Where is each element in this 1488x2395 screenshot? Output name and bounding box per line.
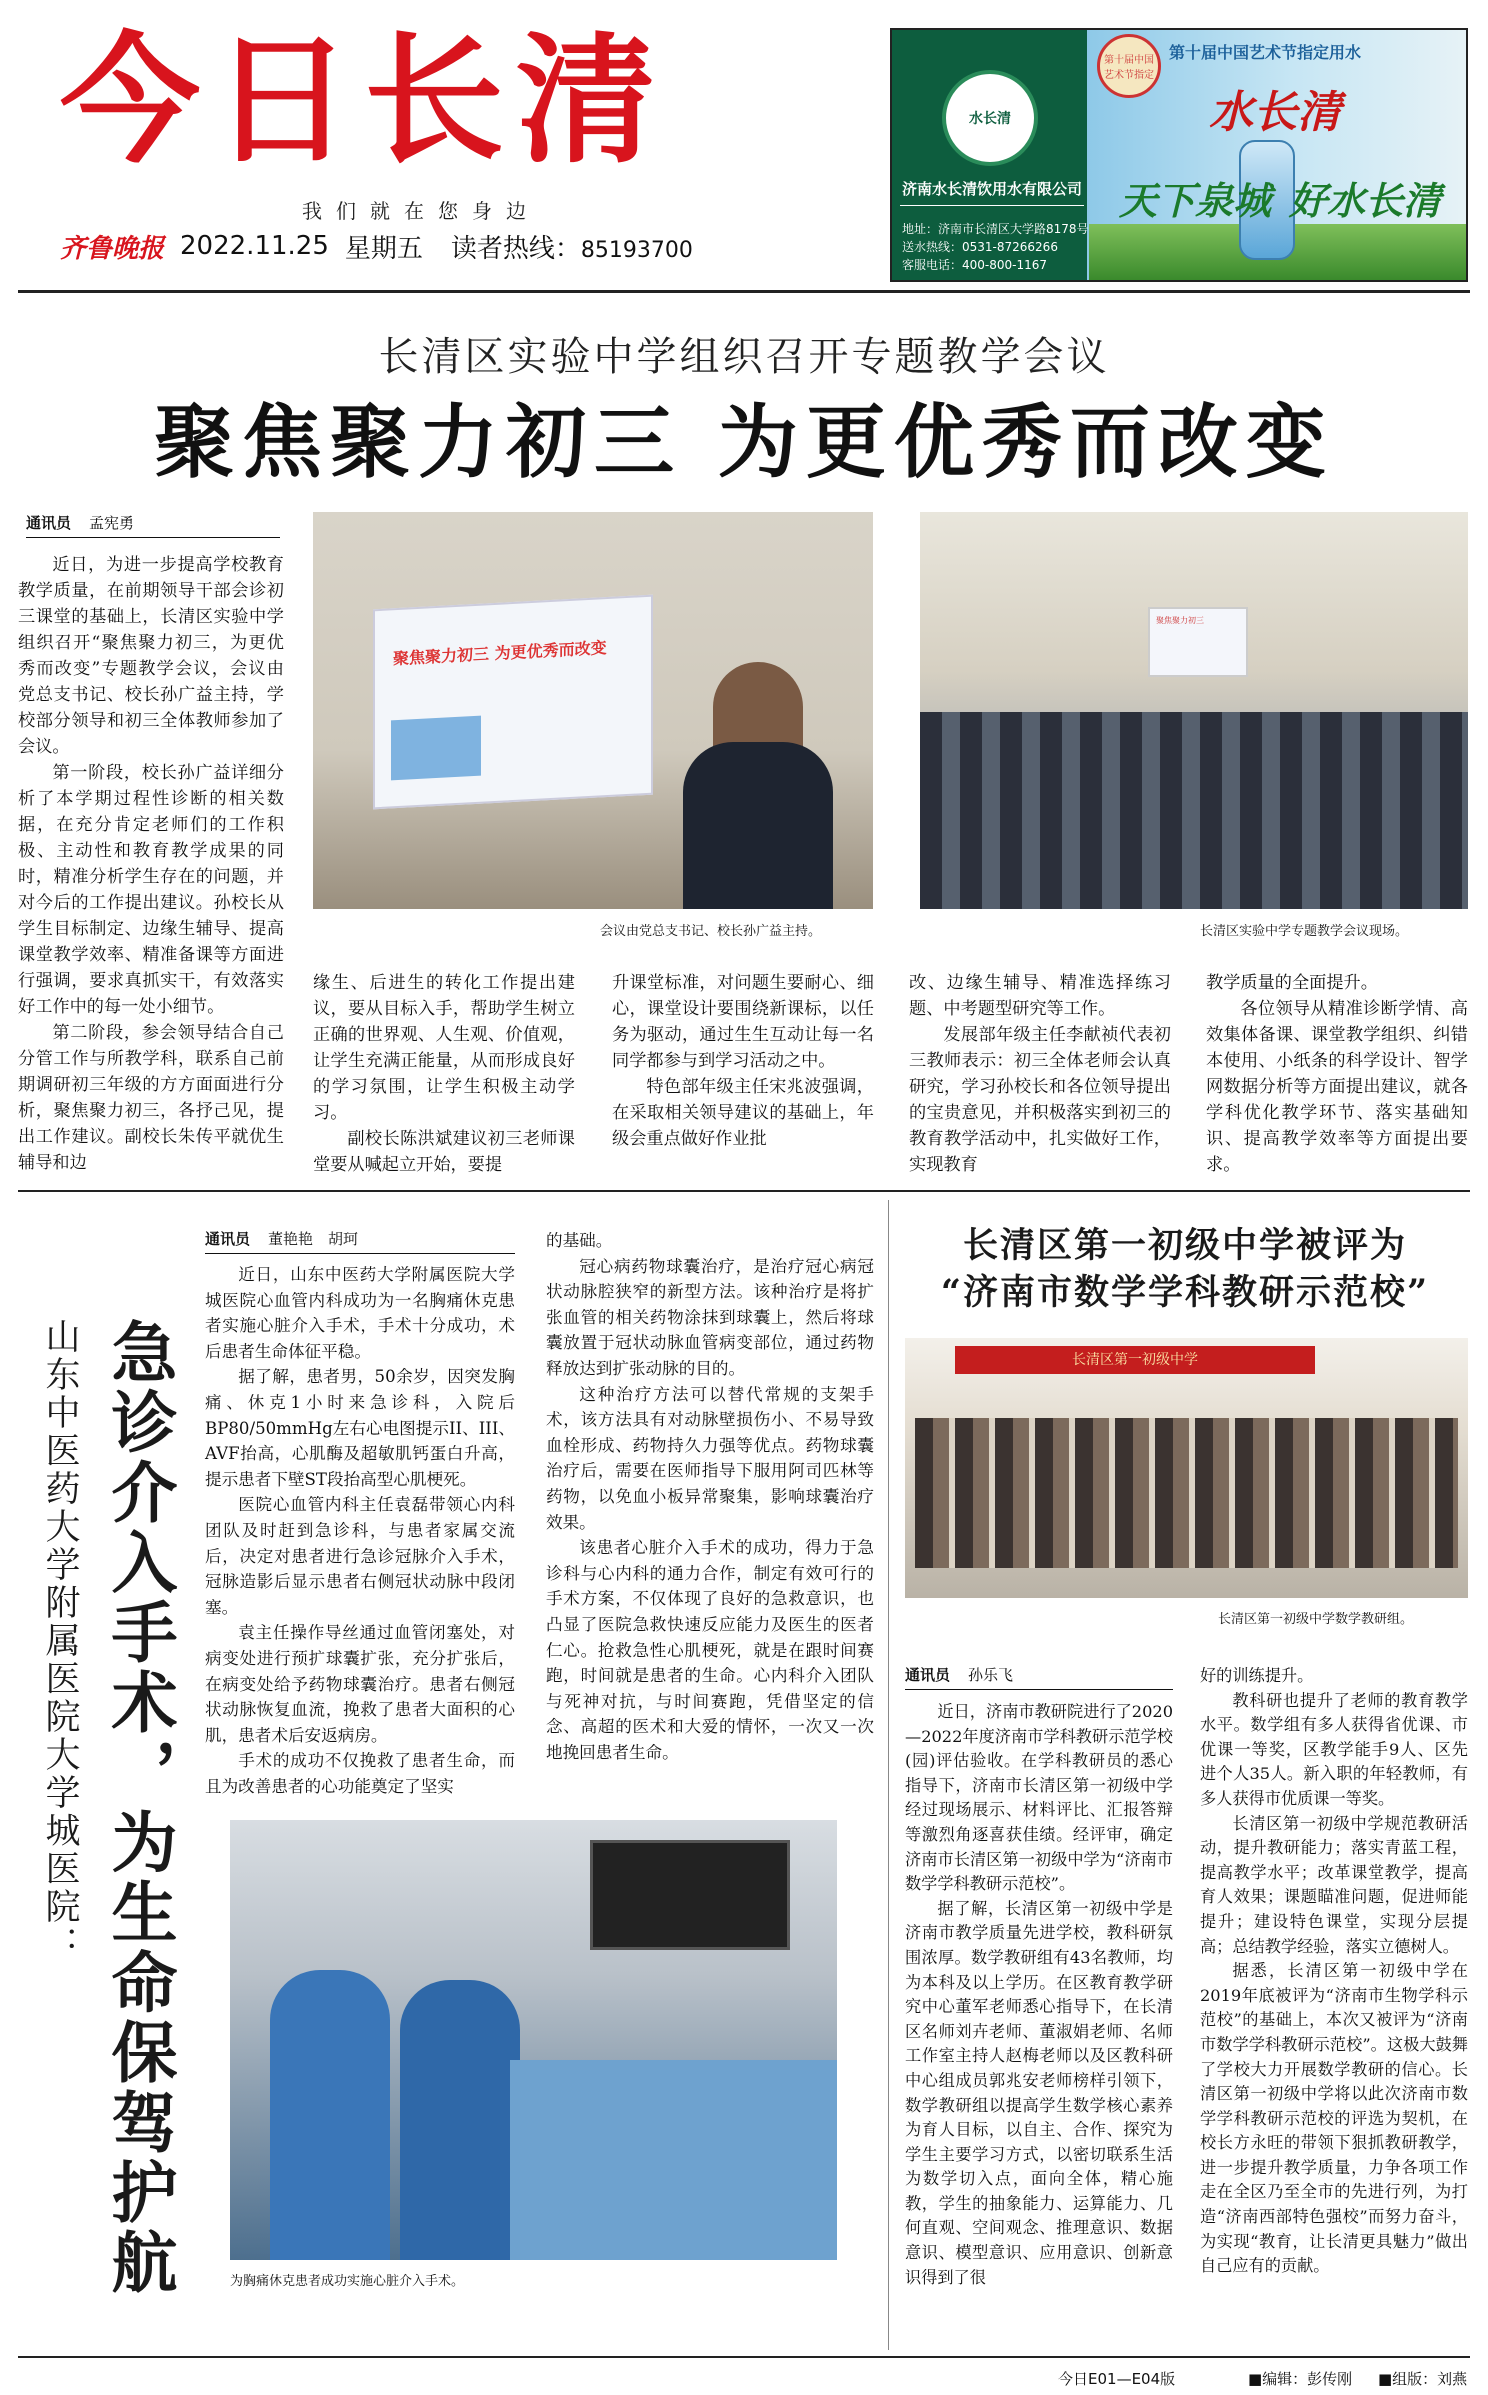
monitor-screens bbox=[590, 1840, 790, 1950]
ad-logo-icon bbox=[942, 70, 1038, 166]
paragraph: 冠心病药物球囊治疗，是治疗冠心病冠状动脉腔狭窄的新型方法。该种治疗是将扩张血管的相关药物涂抹到球囊上，然后将球囊放置于冠状动脉血管病变部位，通过药物释放达到扩张动脉的目的。 bbox=[546, 1256, 874, 1378]
article3-headline-line2: “济南市数学学科教研示范校” bbox=[940, 1272, 1430, 1313]
ad-logo-text: 水长清 bbox=[969, 111, 1011, 127]
article1-column3 bbox=[612, 970, 874, 1152]
article2-subhead: 山东中医药大学附属医院大学城医院： bbox=[40, 1318, 80, 1964]
article1-column4 bbox=[909, 970, 1171, 1178]
article1-column1 bbox=[18, 552, 284, 1176]
paragraph: 该患者心脏介入手术的成功，得力于急诊科与心内科的通力合作，制定有效可行的手术方案，不仅体现了良好的急救意识，也凸显了医院急救快速反应能力及医生的医者仁心。抢救急性心肌梗死，就是在跟时间赛跑，时间就是患者的生命。心内科介入团队与死神对抗，与时间赛跑，凭借坚定的信念、高超的医术和大爱的情怀，一次又一次地挽回患者生命。 bbox=[546, 1538, 874, 1762]
ad-festival-badge-icon bbox=[1097, 34, 1161, 98]
article1-headline: 聚焦聚力初三 为更优秀而改变 bbox=[154, 395, 1334, 489]
ad-address: 地址：济南市长清区大学路8178号 bbox=[902, 222, 1089, 236]
column-divider bbox=[888, 1200, 889, 2350]
ad-company: 济南水长清饮用水有限公司 bbox=[900, 178, 1084, 206]
paragraph: 据悉，长清区第一初级中学在2019年底被评为“济南市生物学科示范校”的基础上，本次又被评为“济南市数学学科教研示范校”。这极大鼓舞了学校大力开展数学教研的信心。长清区第一初级中学将以此次济南市数学学科教研示范校的评选为契机，在校长方永旺的带领下狠抓教研教学，进一步提升教学质量，力争各项工作走在全区乃至全市的先进行列，为打造“济南西部特色强校”而努力奋斗，为实现“教育，让长清更具魅力”做出自己应有的贡献。 bbox=[1200, 1961, 1468, 2276]
footer-editor: ■编辑：彭传刚 bbox=[1248, 2370, 1353, 2388]
screen-title: 聚焦聚力初三 为更优秀而改变 bbox=[393, 638, 607, 669]
group-of-teachers bbox=[915, 1418, 1458, 1568]
audience bbox=[920, 712, 1468, 909]
ad-service: 客服电话：400-800-1167 bbox=[902, 258, 1048, 272]
byline-name: 孙乐飞 bbox=[968, 1666, 1014, 1684]
paragraph: 发展部年级主任李献祯代表初三教师表示：初三全体老师会认真研究，学习孙校长和各位领导提出的宝贵意见，并积极落实到初三的教育教学活动中，扎实做好工作，实现教育 bbox=[909, 1025, 1171, 1175]
byline-label: 通讯员 bbox=[26, 514, 72, 532]
hotline-number: 85193700 bbox=[580, 237, 693, 263]
paragraph: 据了解，长清区第一初级中学是济南市教学质量先进学校，教科研氛围浓厚。数学教研组有43名教师，均为本科及以上学历。在区教育教学研究中心董军老师悉心指导下，在长清区名师刘卉老师、董淑娟老师、名师工作室主持人赵梅老师以及区教科研中心组成员郭兆安老师榜样引领下，数学教研组以提高学生数学核心素养为育人目标，以自主、合作、探究为学生主要学习方式，以密切联系生活为数学切入点，面向全体，精心施教，学生的抽象能力、运算能力、几何直观、空间观念、推理意识、数据意识、模型意识、应用意识、创新意识得到了很 bbox=[905, 1898, 1173, 2287]
screen-image bbox=[391, 716, 481, 781]
projection-screen bbox=[373, 595, 653, 810]
article3-column2 bbox=[1200, 1664, 1468, 2279]
paragraph: 第一阶段，校长孙广益详细分析了本学期过程性诊断的相关数据，在充分肯定老师们的工作积极、主动性和教育教学成果的同时，精准分析学生存在的问题，并对今后的工作提出建议。孙校长从学生目标制定、边缘生辅导、提高课堂教学效率、精准备课等方面进行强调，要求真抓实干，有效落实好工作中的每一处小细节。 bbox=[18, 763, 284, 1017]
byline-name: 董艳艳 胡珂 bbox=[268, 1230, 359, 1248]
banner: 长清区第一初级中学 bbox=[955, 1346, 1315, 1374]
paragraph: 升课堂标准，对问题生要耐心、细心，课堂设计要围绕新课标，以任务为驱动，通过生生互动让每一名同学都参与到学习活动之中。 bbox=[612, 973, 874, 1071]
article1-photo1-caption: 会议由党总支书记、校长孙广益主持。 bbox=[600, 924, 822, 939]
paragraph: 副校长陈洪斌建议初三老师课堂要从喊起立开始，要提 bbox=[313, 1129, 575, 1175]
paragraph: 教科研也提升了老师的教育教学水平。数学组有多人获得省优课、市优课一等奖，区教学能手9人、区先进个人35人。新入职的年轻教师，有多人获得市优质课一等奖。 bbox=[1200, 1690, 1468, 1808]
paragraph: 好的训练提升。 bbox=[1200, 1666, 1314, 1685]
surgeon-figure bbox=[400, 1980, 520, 2260]
footer-pages: 今日E01—E04版 bbox=[1058, 2370, 1176, 2388]
ad-slogan-right: 好水长清 bbox=[1289, 179, 1442, 223]
footer-divider bbox=[18, 2356, 1470, 2358]
article3-photo-group[interactable] bbox=[905, 1338, 1468, 1598]
paragraph: 近日，山东中医药大学附属医院大学城医院心血管内科成功为一名胸痛休克患者实施心脏介入手术，手术十分成功，术后患者生命体征平稳。 bbox=[205, 1265, 515, 1361]
ad-delivery: 送水热线：0531-87266266 bbox=[902, 240, 1058, 254]
ad-top-line: 第十届中国艺术节指定用水 bbox=[1169, 43, 1362, 62]
paragraph: 各位领导从精准诊断学情、高效集体备课、课堂教学组织、纠错本使用、小纸条的科学设计、智学网数据分析等方面提出建议，就各学科优化教学环节、落实基础知识、提高教学效率等方面提出要求。 bbox=[1206, 999, 1468, 1175]
hotline-label: 读者热线： bbox=[450, 233, 581, 264]
article3-byline bbox=[905, 1664, 1173, 1690]
byline-label: 通讯员 bbox=[905, 1666, 951, 1684]
ad-slogan-left: 天下泉城 bbox=[1119, 179, 1272, 223]
section-divider bbox=[18, 1190, 1470, 1192]
article3-photo-caption: 长清区第一初级中学数学教研组。 bbox=[1218, 1612, 1414, 1627]
article2-photo-surgery[interactable] bbox=[230, 1820, 837, 2260]
paragraph: 袁主任操作导丝通过血管闭塞处，对病变处进行预扩球囊扩张，充分扩张后，在病变处给予药物球囊治疗。患者右侧冠状动脉恢复血流，挽救了患者大面积的心肌，患者术后安返病房。 bbox=[205, 1623, 515, 1745]
ad-brand: 水长清 bbox=[1209, 87, 1341, 138]
masthead-info-line bbox=[60, 226, 900, 266]
issue-date: 2022.11.25 bbox=[180, 231, 329, 261]
article1-photo-meeting[interactable] bbox=[920, 512, 1468, 909]
masthead-title: 今日长清 bbox=[60, 20, 669, 183]
paragraph: 近日，济南市教研院进行了2020—2022年度济南市学科教研示范学校(园)评估验收。在学科教研员的悉心指导下，济南市长清区第一初级中学经过现场展示、材料评比、汇报答辩等激烈角逐喜获佳绩。经评审，确定济南市长清区第一初级中学为“济南市数学学科教研示范校”。 bbox=[905, 1702, 1173, 1894]
paragraph: 的基础。 bbox=[546, 1231, 613, 1250]
paragraph: 特色部年级主任宋兆波强调，在采取相关领导建议的基础上，年级会重点做好作业批 bbox=[612, 1077, 874, 1149]
ad-badge-text: 第十届中国艺术节指定 bbox=[1104, 55, 1154, 81]
issue-weekday: 星期五 bbox=[344, 233, 423, 264]
article1-photo2-caption: 长清区实验中学专题教学会议现场。 bbox=[1200, 924, 1409, 939]
article2-byline bbox=[205, 1228, 515, 1254]
surgeon-figure bbox=[270, 1970, 390, 2260]
ad-contact bbox=[902, 220, 1089, 274]
article1-subtitle: 长清区实验中学组织召开专题教学会议 bbox=[378, 334, 1110, 380]
article2-column2 bbox=[546, 1228, 874, 1765]
advertisement[interactable] bbox=[890, 28, 1468, 282]
paragraph: 这种治疗方法可以替代常规的支架手术，该方法具有对动脉壁损伤小、不易导致血栓形成、药物持久力强等优点。药物球囊治疗后，需要在医师指导下服用阿司匹林等药物，以免血小板异常聚集，影响球囊治疗效果。 bbox=[546, 1384, 874, 1532]
paragraph: 教学质量的全面提升。 bbox=[1206, 973, 1378, 993]
article2-photo-caption: 为胸痛休克患者成功实施心脏介入手术。 bbox=[230, 2274, 465, 2289]
paragraph: 据了解，患者男，50余岁，因突发胸痛、休克1小时来急诊科，入院后BP80/50mmHg左右心电图提示II、III、AVF抬高，心肌酶及超敏肌钙蛋白升高，提示患者下壁ST段抬高型心肌梗死。 bbox=[205, 1367, 515, 1489]
ad-right-panel bbox=[1089, 30, 1468, 280]
ad-left-panel bbox=[892, 30, 1089, 280]
masthead-divider bbox=[18, 290, 1470, 293]
article1-column5 bbox=[1206, 970, 1468, 1178]
screen-title: 聚焦聚力初三 bbox=[1156, 616, 1204, 625]
article3-headline-line1: 长清区第一初级中学被评为 bbox=[962, 1225, 1407, 1266]
paragraph: 手术的成功不仅挽救了患者生命，而且为改善患者的心功能奠定了坚实 bbox=[205, 1751, 515, 1796]
paragraph: 长清区第一初级中学规范教研活动，提升教研能力；落实青蓝工程，提高教学水平；改革课堂教学，提高育人效果；课题瞄准问题，促进师能提升；建设特色课堂，实现分层提高；总结教学经验，落实立德树人。 bbox=[1200, 1813, 1468, 1956]
article2-headline: 急诊介入手术，为生命保驾护航 bbox=[100, 1318, 178, 2298]
page-footer bbox=[18, 2362, 1470, 2392]
projection-screen bbox=[1148, 607, 1248, 677]
paragraph: 改、边缘生辅导、精准选择练习题、中考题型研究等工作。 bbox=[909, 973, 1171, 1019]
article1-column2 bbox=[313, 970, 575, 1178]
article1-photo-principal[interactable] bbox=[313, 512, 873, 909]
byline-label: 通讯员 bbox=[205, 1230, 251, 1248]
article2-column1 bbox=[205, 1262, 515, 1799]
article1-byline bbox=[26, 512, 280, 538]
masthead-slogan: 我们就在您身边 bbox=[302, 199, 540, 223]
speaker-body bbox=[683, 742, 833, 909]
newspaper-logo: 齐鲁晚报 bbox=[60, 233, 165, 264]
paragraph: 第二阶段，参会领导结合自己分管工作与所教学科，联系自己前期调研初三年级的方方面面进行分析，聚焦聚力初三，各抒己见，提出工作建议。副校长朱传平就优生辅导和边 bbox=[18, 1023, 284, 1173]
operating-table bbox=[510, 2060, 837, 2260]
paragraph: 近日，为进一步提高学校教育教学质量，在前期领导干部会诊初三课堂的基础上，长清区实验中学组织召开“聚焦聚力初三，为更优秀而改变”专题教学会议，会议由党总支书记、校长孙广益主持，学校部分领导和初三全体教师参加了会议。 bbox=[18, 555, 284, 757]
paragraph: 医院心血管内科主任袁磊带领心内科团队及时赶到急诊科，与患者家属交流后，决定对患者进行急诊冠脉介入手术，冠脉造影后显示患者右侧冠状动脉中段闭塞。 bbox=[205, 1495, 515, 1617]
article3-column1 bbox=[905, 1700, 1173, 2290]
byline-name: 孟宪勇 bbox=[89, 514, 135, 532]
paragraph: 缘生、后进生的转化工作提出建议，要从目标入手，帮助学生树立正确的世界观、人生观、价值观，让学生充满正能量，从而形成良好的学习氛围，让学生积极主动学习。 bbox=[313, 973, 575, 1123]
footer-layout: ■组版：刘燕 bbox=[1378, 2370, 1468, 2388]
